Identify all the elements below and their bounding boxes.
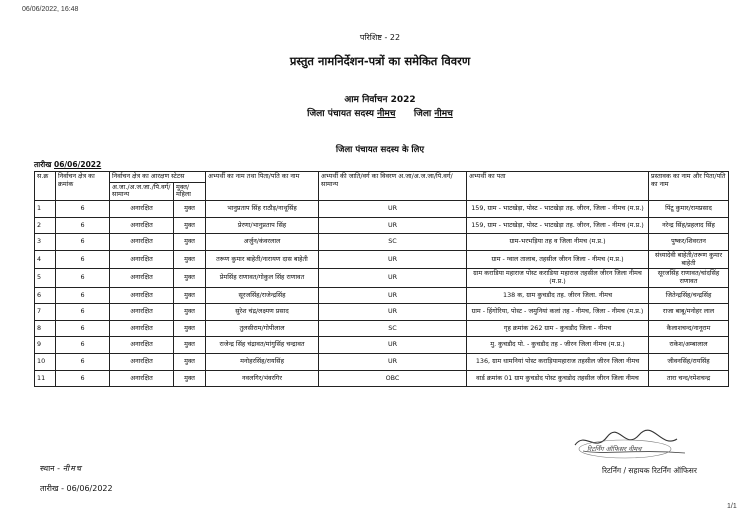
cell-caste: UR — [319, 201, 467, 218]
appendix-label: परिशिष्ट - 22 — [359, 33, 401, 42]
cell-area: 6 — [56, 217, 110, 234]
cell-serial: 1 — [35, 201, 56, 218]
header-area-no: निर्वाचन क्षेत्र का क्रमांक — [56, 172, 110, 201]
cell-serial: 4 — [35, 250, 56, 268]
cell-area: 6 — [56, 320, 110, 337]
nomination-table — [34, 171, 729, 387]
cell-category: अनारक्षित — [110, 353, 174, 370]
cell-category: अनारक्षित — [110, 250, 174, 268]
cell-address: ग्राम-भरभड़िया तह व जिला नीमच (म.प्र.) — [467, 234, 649, 251]
table-header-row — [35, 172, 729, 183]
cell-candidate-name: तरूण कुमार बाहेती/नारायण दास बाहेती — [206, 250, 319, 268]
table-row — [35, 217, 729, 234]
cell-address: 159, ग्राम - भाटखेड़ा, पोस्ट - भाटखेड़ा तह. जीरन, जिला - नीमच (म.प्र.) — [467, 201, 649, 218]
cell-proposer: जीवनसिंह/रायसिंह — [649, 353, 729, 370]
cell-serial: 3 — [35, 234, 56, 251]
table-row — [35, 269, 729, 287]
cell-serial: 10 — [35, 353, 56, 370]
cell-address: 138 क, ग्राम कुचडौद तह. जीरन जिला. नीमच — [467, 287, 649, 304]
date-top — [34, 160, 101, 170]
cell-address: गृह क्रमांक 262 ग्राम - कुचडौद जिला - नीमच — [467, 320, 649, 337]
cell-proposer: राजा बाबू/मनोहर लाल — [649, 304, 729, 321]
officer-designation: रिटर्निंग / सहायक रिटर्निंग ऑफिसर — [602, 466, 697, 475]
election-type: आम निर्वाचन 2022 — [344, 95, 416, 105]
table-row — [35, 370, 729, 387]
cell-area: 6 — [56, 250, 110, 268]
cell-area: 6 — [56, 353, 110, 370]
cell-area: 6 — [56, 304, 110, 321]
cell-proposer: कैलाशचन्द/नानूराम — [649, 320, 729, 337]
cell-category: अनारक्षित — [110, 201, 174, 218]
cell-serial: 7 — [35, 304, 56, 321]
date-top-value: 06/06/2022 — [54, 160, 102, 169]
cell-candidate-name: तुलसीराम/गोपीलाल — [206, 320, 319, 337]
stamp-text: रिटर्निंग ऑफिसर नीमच — [587, 445, 642, 453]
cell-gender: मुक्त — [174, 269, 206, 287]
cell-proposer: पुष्कर/शिवरतन — [649, 234, 729, 251]
cell-serial: 11 — [35, 370, 56, 387]
table-row — [35, 234, 729, 251]
cell-caste: SC — [319, 234, 467, 251]
document-page — [30, 22, 730, 502]
cell-candidate-name: नवलगिर/भंवरगिर — [206, 370, 319, 387]
cell-area: 6 — [56, 370, 110, 387]
cell-caste: UR — [319, 337, 467, 354]
header-proposer: प्रस्तावक का नाम और पिता/पति का नाम — [649, 172, 729, 201]
header-reservation-status: निर्वाचन क्षेत्र का आरक्षण स्टेटस — [110, 172, 206, 183]
cell-category: अनारक्षित — [110, 269, 174, 287]
header-res-category: अ.जा./अ.ज.जा./पि.वर्ग/सामान्य — [110, 182, 174, 200]
cell-gender: मुक्त — [174, 217, 206, 234]
cell-address: ग्राम - हिंगोरिया, पोस्ट - जमुनियां कलां तह - नीमच, जिला - नीमच (म.प्र.) — [467, 304, 649, 321]
cell-category: अनारक्षित — [110, 304, 174, 321]
cell-proposer: राकेश/अम्बालाल — [649, 337, 729, 354]
cell-area: 6 — [56, 269, 110, 287]
place-line — [40, 463, 82, 474]
cell-candidate-name: प्रेरणा/भानुप्रताप सिंह — [206, 217, 319, 234]
cell-area: 6 — [56, 201, 110, 218]
cell-caste: UR — [319, 269, 467, 287]
table-row — [35, 337, 729, 354]
cell-category: अनारक्षित — [110, 320, 174, 337]
cell-category: अनारक्षित — [110, 287, 174, 304]
cell-proposer: सूरजसिंह राणावत/चांदसिंह राणावत — [649, 269, 729, 287]
cell-proposer: पिंटू कुमार/रामप्रसाद — [649, 201, 729, 218]
cell-gender: मुक्त — [174, 201, 206, 218]
cell-candidate-name: मनोहरसिंह/रायसिंह — [206, 353, 319, 370]
cell-candidate-name: सूरजसिंह/राजेन्द्रसिंह — [206, 287, 319, 304]
date-bottom: तारीख - 06/06/2022 — [40, 484, 113, 493]
cell-caste: SC — [319, 320, 467, 337]
place-value: नीमच — [62, 464, 82, 473]
cell-serial: 8 — [35, 320, 56, 337]
cell-area: 6 — [56, 234, 110, 251]
cell-gender: मुक्त — [174, 353, 206, 370]
cell-caste: UR — [319, 304, 467, 321]
cell-address: 136, ग्राम धामनियां पोस्ट कराड़ियामहाराज तहसील जीरन जिला नीमच — [467, 353, 649, 370]
table-row — [35, 287, 729, 304]
cell-address: वार्ड क्रमांक 01 ग्राम कुचडोद पोस्ट कुचडोद तहसील जीरन जिला नीमच — [467, 370, 649, 387]
date-top-label: तारीख — [34, 160, 52, 169]
cell-gender: मुक्त — [174, 337, 206, 354]
header-res-gender: मुक्त/महिला — [174, 182, 206, 200]
district-label-2: जिला — [413, 109, 432, 119]
cell-caste: UR — [319, 353, 467, 370]
print-header: 06/06/2022, 16:48 — [22, 6, 79, 13]
table-row — [35, 353, 729, 370]
cell-category: अनारक्षित — [110, 217, 174, 234]
cell-proposer: नरेन्द्र सिंह/प्रहलाद सिंह — [649, 217, 729, 234]
cell-category: अनारक्षित — [110, 337, 174, 354]
cell-candidate-name: सुरेश चंद्र/लक्ष्मण प्रसाद — [206, 304, 319, 321]
cell-gender: मुक्त — [174, 234, 206, 251]
cell-area: 6 — [56, 337, 110, 354]
place-label: स्थान - — [40, 464, 61, 473]
cell-candidate-name: प्रेमसिंह राणावत/गोकुल सिंह राणावत — [206, 269, 319, 287]
district-name-1: नीमच — [377, 109, 396, 119]
header-address: अभ्यर्थी का पता — [467, 172, 649, 201]
cell-serial: 5 — [35, 269, 56, 287]
cell-serial: 2 — [35, 217, 56, 234]
cell-area: 6 — [56, 287, 110, 304]
cell-gender: मुक्त — [174, 287, 206, 304]
cell-address: 159, ग्राम - भाटखेड़ा, पोस्ट - भाटखेड़ा तह. जीरन, जिला - नीमच (म.प्र.) — [467, 217, 649, 234]
cell-candidate-name: अर्जुन/कंवरलाल — [206, 234, 319, 251]
cell-serial: 6 — [35, 287, 56, 304]
cell-caste: UR — [319, 287, 467, 304]
cell-address: ग्राम - ग्वाल तालाब, तहसील जीरन जिला - नीमच (म.प्र.) — [467, 250, 649, 268]
cell-candidate-name: भानुप्रताप सिंह राठौड़/नाथूसिंह — [206, 201, 319, 218]
officer-signature-stamp — [565, 425, 705, 463]
table-row — [35, 201, 729, 218]
district-line — [30, 106, 730, 119]
cell-proposer: तारा चन्द/रमेशचन्द्र — [649, 370, 729, 387]
header-caste: अभ्यर्थी की जाति/वर्ग का विवरण अ.जा/अ.ज.जा/पि.वर्ग/सामान्य — [319, 172, 467, 201]
cell-caste: UR — [319, 217, 467, 234]
cell-category: अनारक्षित — [110, 234, 174, 251]
cell-proposer: जितेन्द्रसिंह/चन्द्रसिंह — [649, 287, 729, 304]
table-row — [35, 320, 729, 337]
page-number: 1/1 — [727, 503, 737, 510]
cell-address: ग्राम कराडिया महाराज पोस्ट कराडिया महाराज तहसील जीरन जिला नीमच (म.प्र.) — [467, 269, 649, 287]
cell-category: अनारक्षित — [110, 370, 174, 387]
cell-gender: मुक्त — [174, 320, 206, 337]
table-row — [35, 250, 729, 268]
district-name-2: नीमच — [434, 109, 453, 119]
cell-serial: 9 — [35, 337, 56, 354]
header-serial: स.क्र — [35, 172, 56, 201]
section-heading: जिला पंचायत सदस्य के लिए — [335, 145, 425, 155]
cell-caste: OBC — [319, 370, 467, 387]
cell-gender: मुक्त — [174, 370, 206, 387]
cell-proposer: संध्यादेवी बाहेती/तरूण कुमार बाहेती — [649, 250, 729, 268]
cell-address: मु. कुचडौद पो. - कुचडौद तह - जीरन जिला नीमच (म.प्र.) — [467, 337, 649, 354]
cell-gender: मुक्त — [174, 304, 206, 321]
district-prefix: जिला पंचायत सदस्य — [307, 109, 374, 119]
cell-caste: UR — [319, 250, 467, 268]
header-candidate-name: अभ्यर्थी का नाम तथा पिता/पति का नाम — [206, 172, 319, 201]
cell-gender: मुक्त — [174, 250, 206, 268]
table-row — [35, 304, 729, 321]
cell-candidate-name: राजेन्द्र सिंह चंद्रावत/मांगुसिंह चन्द्रावत — [206, 337, 319, 354]
document-title: प्रस्तुत नामनिर्देशन-पत्रों का समेकित विवरण — [289, 54, 471, 68]
